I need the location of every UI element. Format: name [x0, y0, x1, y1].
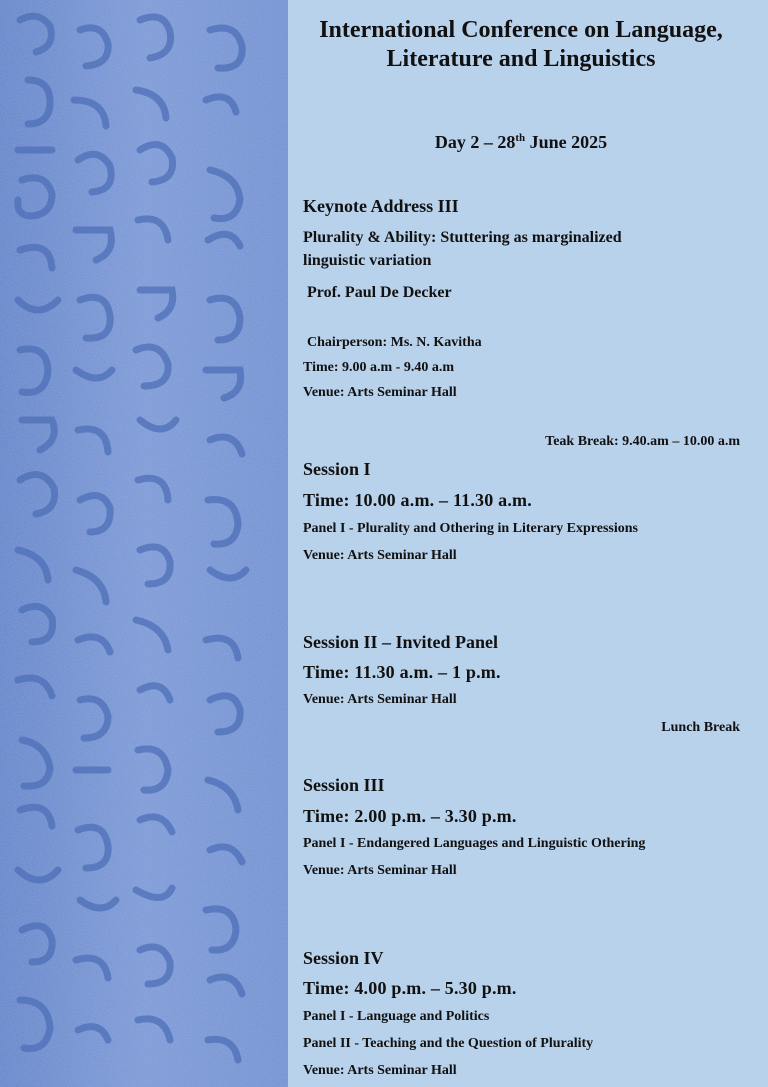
session3-panel: Panel I - Endangered Languages and Linguistic Othering — [303, 836, 646, 851]
session4-venue: Venue: Arts Seminar Hall — [303, 1063, 457, 1078]
day-label: Day 2 – 28 — [434, 132, 516, 152]
session4-panel1: Panel I - Language and Politics — [303, 1009, 490, 1024]
conference-title: International Conference on Language, Literature and Linguistics — [319, 17, 723, 72]
session4-heading: Session IV — [303, 948, 384, 968]
tea-break: Teak Break: 9.40.am – 10.00 a.m — [545, 434, 740, 449]
day-suffix: th — [515, 132, 526, 144]
keynote-speaker: Prof. Paul De Decker — [307, 284, 452, 301]
session2-heading: Session II – Invited Panel — [303, 632, 499, 652]
keynote-chairperson: Chairperson: Ms. N. Kavitha — [307, 335, 482, 350]
session4-panel2: Panel II - Teaching and the Question of Plurality — [303, 1036, 594, 1051]
keynote-talk-title-line1: Plurality & Ability: Stuttering as marginalized — [303, 229, 622, 246]
script-inscription-image — [0, 0, 288, 1087]
session3-venue: Venue: Arts Seminar Hall — [303, 863, 457, 878]
session2-time: Time: 11.30 a.m. – 1 p.m. — [303, 662, 501, 682]
session3-heading: Session III — [303, 775, 385, 795]
keynote-heading: Keynote Address III — [303, 196, 459, 216]
session3-time: Time: 2.00 p.m. – 3.30 p.m. — [303, 806, 517, 826]
session1-venue: Venue: Arts Seminar Hall — [303, 548, 457, 563]
session2-venue: Venue: Arts Seminar Hall — [303, 692, 457, 707]
inscription-artwork — [0, 0, 288, 1087]
keynote-time: Time: 9.00 a.m - 9.40 a.m — [303, 360, 454, 375]
session1-time: Time: 10.00 a.m. – 11.30 a.m. — [303, 490, 532, 510]
keynote-talk-title-line2: linguistic variation — [303, 252, 432, 269]
session1-panel: Panel I - Plurality and Othering in Literary Expressions — [303, 521, 638, 536]
keynote-venue: Venue: Arts Seminar Hall — [303, 385, 457, 400]
day-month-year: June 2025 — [525, 132, 608, 152]
lunch-break: Lunch Break — [661, 720, 740, 735]
day-date-heading — [288, 132, 754, 153]
session1-heading: Session I — [303, 459, 371, 479]
schedule-panel — [288, 0, 768, 1087]
session4-time: Time: 4.00 p.m. – 5.30 p.m. — [303, 978, 517, 998]
